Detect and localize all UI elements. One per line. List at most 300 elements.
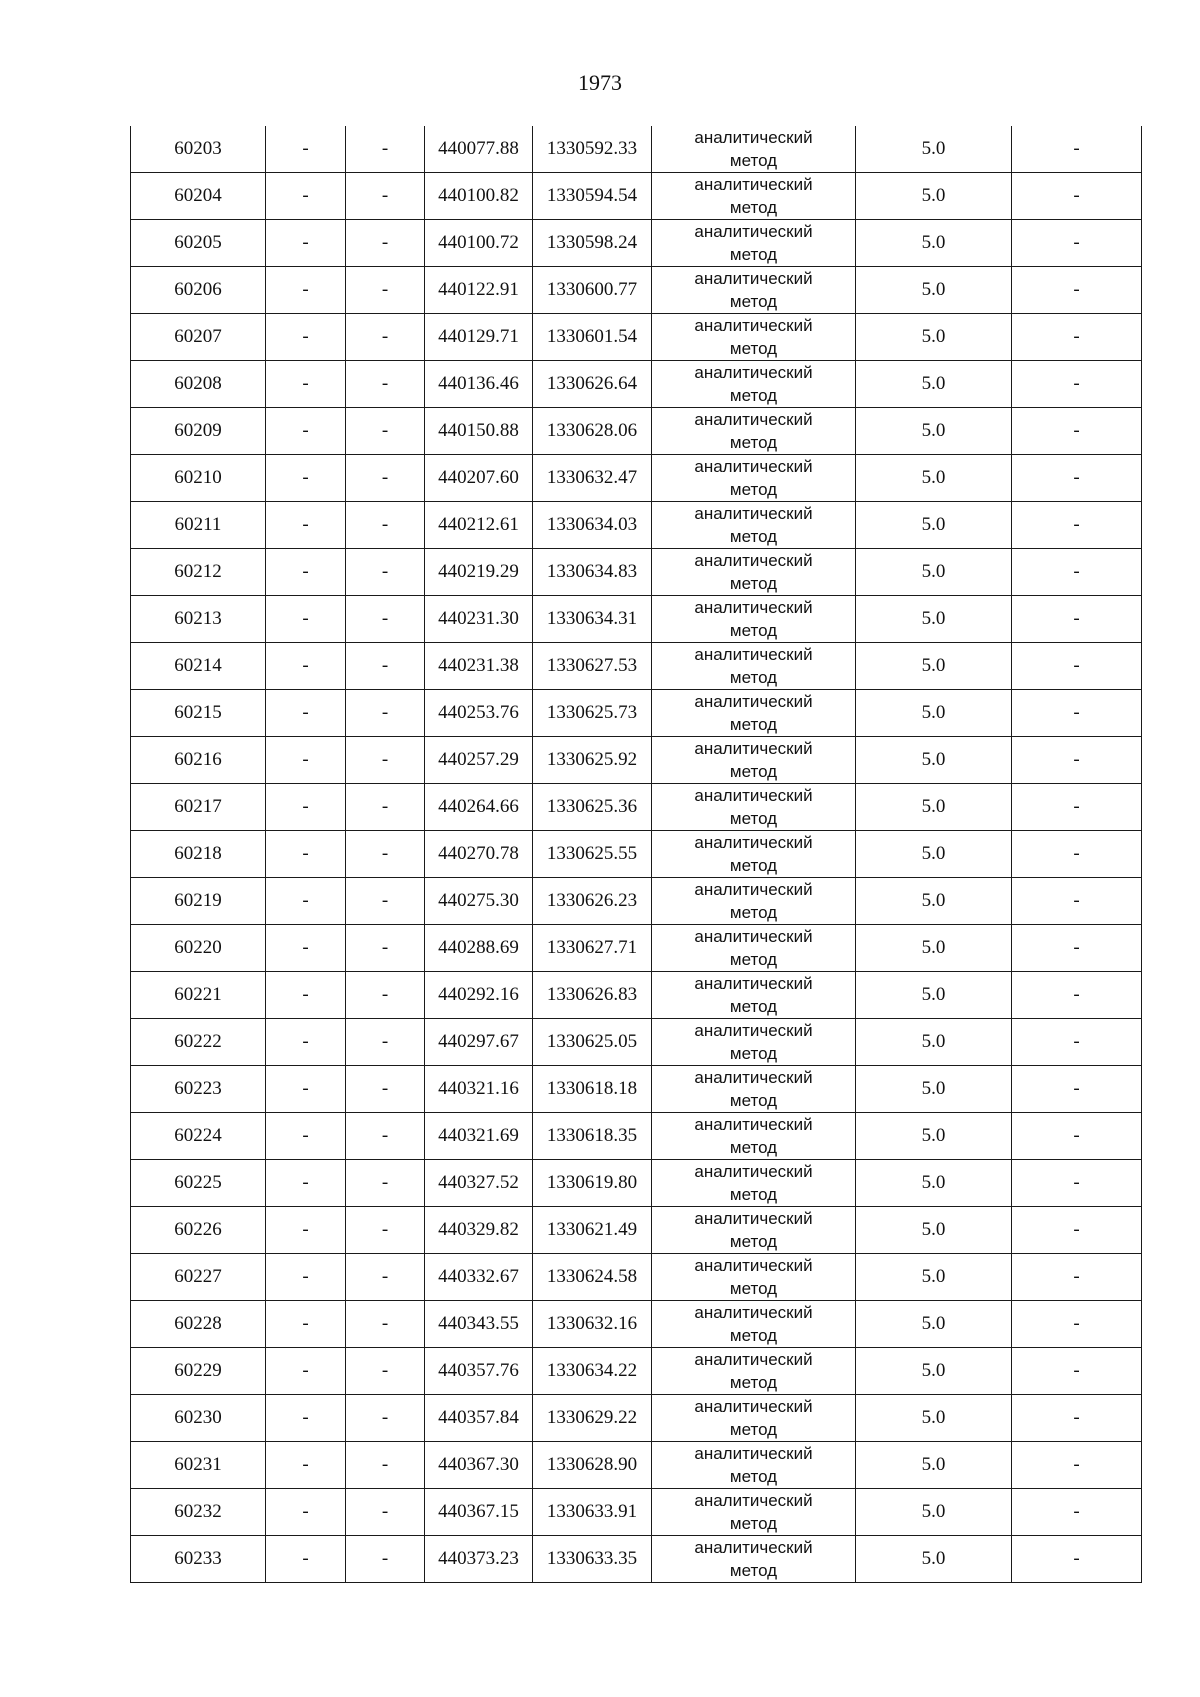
point-number-cell: 60221 bbox=[131, 972, 266, 1019]
empty-marker-cell: - bbox=[346, 643, 425, 690]
x-coordinate-cell: 440373.23 bbox=[425, 1536, 533, 1583]
accuracy-cell: 5.0 bbox=[856, 737, 1012, 784]
empty-marker-cell: - bbox=[266, 1254, 346, 1301]
empty-marker-cell: - bbox=[266, 1066, 346, 1113]
note-cell: - bbox=[1012, 173, 1142, 220]
table-row bbox=[131, 1536, 1142, 1583]
table-row bbox=[131, 455, 1142, 502]
method-cell bbox=[652, 1395, 856, 1442]
method-line-2: метод bbox=[729, 433, 778, 452]
x-coordinate-cell: 440275.30 bbox=[425, 878, 533, 925]
y-coordinate-cell: 1330624.58 bbox=[533, 1254, 652, 1301]
method-line-2: метод bbox=[729, 1467, 778, 1486]
note-cell: - bbox=[1012, 831, 1142, 878]
x-coordinate-cell: 440136.46 bbox=[425, 361, 533, 408]
point-number-cell: 60206 bbox=[131, 267, 266, 314]
x-coordinate-cell: 440367.30 bbox=[425, 1442, 533, 1489]
note-cell: - bbox=[1012, 1536, 1142, 1583]
accuracy-cell: 5.0 bbox=[856, 455, 1012, 502]
method-line-1: аналитический bbox=[694, 316, 813, 335]
empty-marker-cell: - bbox=[346, 831, 425, 878]
empty-marker-cell: - bbox=[266, 314, 346, 361]
method-cell bbox=[652, 267, 856, 314]
accuracy-cell: 5.0 bbox=[856, 1301, 1012, 1348]
table-row bbox=[131, 1348, 1142, 1395]
table-row bbox=[131, 1019, 1142, 1066]
note-cell: - bbox=[1012, 1019, 1142, 1066]
table-row bbox=[131, 267, 1142, 314]
method-cell bbox=[652, 1113, 856, 1160]
method-line-1: аналитический bbox=[694, 363, 813, 382]
table-row bbox=[131, 1395, 1142, 1442]
accuracy-cell: 5.0 bbox=[856, 1160, 1012, 1207]
point-number-cell: 60204 bbox=[131, 173, 266, 220]
method-line-1: аналитический bbox=[694, 1303, 813, 1322]
method-line-2: метод bbox=[729, 668, 778, 687]
method-line-1: аналитический bbox=[694, 786, 813, 805]
empty-marker-cell: - bbox=[266, 643, 346, 690]
table-row bbox=[131, 972, 1142, 1019]
page-number: 1973 bbox=[578, 70, 622, 95]
note-cell: - bbox=[1012, 690, 1142, 737]
method-line-2: метод bbox=[729, 997, 778, 1016]
table-row bbox=[131, 173, 1142, 220]
method-line-2: метод bbox=[729, 1561, 778, 1580]
y-coordinate-cell: 1330628.06 bbox=[533, 408, 652, 455]
method-cell bbox=[652, 1489, 856, 1536]
point-number-cell: 60232 bbox=[131, 1489, 266, 1536]
method-cell bbox=[652, 878, 856, 925]
method-cell bbox=[652, 1536, 856, 1583]
empty-marker-cell: - bbox=[266, 1019, 346, 1066]
y-coordinate-cell: 1330626.83 bbox=[533, 972, 652, 1019]
method-cell bbox=[652, 690, 856, 737]
point-number-cell: 60207 bbox=[131, 314, 266, 361]
note-cell: - bbox=[1012, 1160, 1142, 1207]
method-line-2: метод bbox=[729, 198, 778, 217]
y-coordinate-cell: 1330598.24 bbox=[533, 220, 652, 267]
method-line-1: аналитический bbox=[694, 833, 813, 852]
method-line-2: метод bbox=[729, 809, 778, 828]
point-number-cell: 60213 bbox=[131, 596, 266, 643]
method-line-1: аналитический bbox=[694, 269, 813, 288]
note-cell: - bbox=[1012, 643, 1142, 690]
y-coordinate-cell: 1330625.55 bbox=[533, 831, 652, 878]
method-cell bbox=[652, 126, 856, 173]
note-cell: - bbox=[1012, 1489, 1142, 1536]
method-cell bbox=[652, 1254, 856, 1301]
y-coordinate-cell: 1330625.73 bbox=[533, 690, 652, 737]
method-line-2: метод bbox=[729, 1232, 778, 1251]
x-coordinate-cell: 440231.30 bbox=[425, 596, 533, 643]
accuracy-cell: 5.0 bbox=[856, 1442, 1012, 1489]
table-row bbox=[131, 784, 1142, 831]
empty-marker-cell: - bbox=[346, 784, 425, 831]
x-coordinate-cell: 440100.82 bbox=[425, 173, 533, 220]
method-cell bbox=[652, 831, 856, 878]
y-coordinate-cell: 1330619.80 bbox=[533, 1160, 652, 1207]
method-cell bbox=[652, 408, 856, 455]
method-line-1: аналитический bbox=[694, 1209, 813, 1228]
coordinates-table bbox=[130, 126, 1142, 1583]
empty-marker-cell: - bbox=[346, 972, 425, 1019]
table-row bbox=[131, 126, 1142, 173]
empty-marker-cell: - bbox=[346, 1207, 425, 1254]
point-number-cell: 60216 bbox=[131, 737, 266, 784]
method-line-1: аналитический bbox=[694, 1256, 813, 1275]
note-cell: - bbox=[1012, 1348, 1142, 1395]
method-cell bbox=[652, 1019, 856, 1066]
point-number-cell: 60210 bbox=[131, 455, 266, 502]
y-coordinate-cell: 1330601.54 bbox=[533, 314, 652, 361]
point-number-cell: 60217 bbox=[131, 784, 266, 831]
note-cell: - bbox=[1012, 1395, 1142, 1442]
empty-marker-cell: - bbox=[346, 267, 425, 314]
empty-marker-cell: - bbox=[266, 1395, 346, 1442]
y-coordinate-cell: 1330592.33 bbox=[533, 126, 652, 173]
empty-marker-cell: - bbox=[346, 1019, 425, 1066]
table-row bbox=[131, 220, 1142, 267]
accuracy-cell: 5.0 bbox=[856, 549, 1012, 596]
y-coordinate-cell: 1330628.90 bbox=[533, 1442, 652, 1489]
point-number-cell: 60215 bbox=[131, 690, 266, 737]
table-row bbox=[131, 1254, 1142, 1301]
empty-marker-cell: - bbox=[266, 831, 346, 878]
y-coordinate-cell: 1330618.18 bbox=[533, 1066, 652, 1113]
table-row bbox=[131, 1160, 1142, 1207]
y-coordinate-cell: 1330633.91 bbox=[533, 1489, 652, 1536]
accuracy-cell: 5.0 bbox=[856, 173, 1012, 220]
x-coordinate-cell: 440367.15 bbox=[425, 1489, 533, 1536]
empty-marker-cell: - bbox=[266, 455, 346, 502]
method-cell bbox=[652, 1301, 856, 1348]
y-coordinate-cell: 1330634.22 bbox=[533, 1348, 652, 1395]
accuracy-cell: 5.0 bbox=[856, 878, 1012, 925]
empty-marker-cell: - bbox=[346, 878, 425, 925]
accuracy-cell: 5.0 bbox=[856, 1113, 1012, 1160]
empty-marker-cell: - bbox=[346, 1395, 425, 1442]
point-number-cell: 60229 bbox=[131, 1348, 266, 1395]
note-cell: - bbox=[1012, 502, 1142, 549]
empty-marker-cell: - bbox=[346, 1536, 425, 1583]
method-line-1: аналитический bbox=[694, 1491, 813, 1510]
method-line-1: аналитический bbox=[694, 1444, 813, 1463]
method-cell bbox=[652, 972, 856, 1019]
method-cell bbox=[652, 1207, 856, 1254]
method-cell bbox=[652, 1160, 856, 1207]
empty-marker-cell: - bbox=[346, 1301, 425, 1348]
table-row bbox=[131, 737, 1142, 784]
note-cell: - bbox=[1012, 549, 1142, 596]
note-cell: - bbox=[1012, 878, 1142, 925]
x-coordinate-cell: 440292.16 bbox=[425, 972, 533, 1019]
x-coordinate-cell: 440257.29 bbox=[425, 737, 533, 784]
method-line-1: аналитический bbox=[694, 1115, 813, 1134]
y-coordinate-cell: 1330633.35 bbox=[533, 1536, 652, 1583]
empty-marker-cell: - bbox=[266, 220, 346, 267]
x-coordinate-cell: 440122.91 bbox=[425, 267, 533, 314]
x-coordinate-cell: 440321.16 bbox=[425, 1066, 533, 1113]
x-coordinate-cell: 440253.76 bbox=[425, 690, 533, 737]
x-coordinate-cell: 440264.66 bbox=[425, 784, 533, 831]
method-cell bbox=[652, 925, 856, 972]
x-coordinate-cell: 440219.29 bbox=[425, 549, 533, 596]
table-row bbox=[131, 925, 1142, 972]
x-coordinate-cell: 440343.55 bbox=[425, 1301, 533, 1348]
table-row bbox=[131, 878, 1142, 925]
table-row bbox=[131, 1489, 1142, 1536]
point-number-cell: 60223 bbox=[131, 1066, 266, 1113]
note-cell: - bbox=[1012, 455, 1142, 502]
point-number-cell: 60214 bbox=[131, 643, 266, 690]
note-cell: - bbox=[1012, 361, 1142, 408]
note-cell: - bbox=[1012, 1066, 1142, 1113]
method-line-1: аналитический bbox=[694, 1068, 813, 1087]
table-body bbox=[131, 126, 1142, 1583]
empty-marker-cell: - bbox=[346, 1348, 425, 1395]
method-cell bbox=[652, 173, 856, 220]
note-cell: - bbox=[1012, 126, 1142, 173]
accuracy-cell: 5.0 bbox=[856, 1019, 1012, 1066]
method-line-2: метод bbox=[729, 950, 778, 969]
accuracy-cell: 5.0 bbox=[856, 1254, 1012, 1301]
empty-marker-cell: - bbox=[266, 972, 346, 1019]
method-line-1: аналитический bbox=[694, 504, 813, 523]
empty-marker-cell: - bbox=[266, 784, 346, 831]
method-line-1: аналитический bbox=[694, 974, 813, 993]
method-line-1: аналитический bbox=[694, 1538, 813, 1557]
y-coordinate-cell: 1330594.54 bbox=[533, 173, 652, 220]
method-cell bbox=[652, 314, 856, 361]
x-coordinate-cell: 440270.78 bbox=[425, 831, 533, 878]
note-cell: - bbox=[1012, 408, 1142, 455]
x-coordinate-cell: 440212.61 bbox=[425, 502, 533, 549]
point-number-cell: 60205 bbox=[131, 220, 266, 267]
accuracy-cell: 5.0 bbox=[856, 502, 1012, 549]
empty-marker-cell: - bbox=[346, 455, 425, 502]
y-coordinate-cell: 1330627.53 bbox=[533, 643, 652, 690]
point-number-cell: 60228 bbox=[131, 1301, 266, 1348]
empty-marker-cell: - bbox=[346, 596, 425, 643]
point-number-cell: 60211 bbox=[131, 502, 266, 549]
table-row bbox=[131, 831, 1142, 878]
method-line-1: аналитический bbox=[694, 692, 813, 711]
empty-marker-cell: - bbox=[266, 878, 346, 925]
empty-marker-cell: - bbox=[266, 361, 346, 408]
y-coordinate-cell: 1330621.49 bbox=[533, 1207, 652, 1254]
empty-marker-cell: - bbox=[266, 408, 346, 455]
table-row bbox=[131, 314, 1142, 361]
method-line-1: аналитический bbox=[694, 175, 813, 194]
empty-marker-cell: - bbox=[346, 737, 425, 784]
empty-marker-cell: - bbox=[346, 314, 425, 361]
method-line-1: аналитический bbox=[694, 1350, 813, 1369]
y-coordinate-cell: 1330632.47 bbox=[533, 455, 652, 502]
table-row bbox=[131, 361, 1142, 408]
method-cell bbox=[652, 502, 856, 549]
accuracy-cell: 5.0 bbox=[856, 972, 1012, 1019]
y-coordinate-cell: 1330626.64 bbox=[533, 361, 652, 408]
y-coordinate-cell: 1330627.71 bbox=[533, 925, 652, 972]
accuracy-cell: 5.0 bbox=[856, 925, 1012, 972]
empty-marker-cell: - bbox=[346, 549, 425, 596]
method-cell bbox=[652, 1348, 856, 1395]
empty-marker-cell: - bbox=[346, 408, 425, 455]
method-line-2: метод bbox=[729, 903, 778, 922]
x-coordinate-cell: 440327.52 bbox=[425, 1160, 533, 1207]
method-line-2: метод bbox=[729, 480, 778, 499]
method-line-2: метод bbox=[729, 386, 778, 405]
y-coordinate-cell: 1330634.03 bbox=[533, 502, 652, 549]
accuracy-cell: 5.0 bbox=[856, 1066, 1012, 1113]
y-coordinate-cell: 1330600.77 bbox=[533, 267, 652, 314]
empty-marker-cell: - bbox=[346, 220, 425, 267]
point-number-cell: 60203 bbox=[131, 126, 266, 173]
table-row bbox=[131, 596, 1142, 643]
point-number-cell: 60230 bbox=[131, 1395, 266, 1442]
method-cell bbox=[652, 1066, 856, 1113]
empty-marker-cell: - bbox=[346, 1066, 425, 1113]
table-row bbox=[131, 690, 1142, 737]
table-row bbox=[131, 549, 1142, 596]
empty-marker-cell: - bbox=[266, 267, 346, 314]
y-coordinate-cell: 1330625.92 bbox=[533, 737, 652, 784]
method-cell bbox=[652, 737, 856, 784]
point-number-cell: 60220 bbox=[131, 925, 266, 972]
method-line-2: метод bbox=[729, 527, 778, 546]
y-coordinate-cell: 1330626.23 bbox=[533, 878, 652, 925]
point-number-cell: 60208 bbox=[131, 361, 266, 408]
y-coordinate-cell: 1330618.35 bbox=[533, 1113, 652, 1160]
empty-marker-cell: - bbox=[266, 1442, 346, 1489]
empty-marker-cell: - bbox=[266, 1536, 346, 1583]
accuracy-cell: 5.0 bbox=[856, 596, 1012, 643]
accuracy-cell: 5.0 bbox=[856, 1395, 1012, 1442]
point-number-cell: 60225 bbox=[131, 1160, 266, 1207]
empty-marker-cell: - bbox=[346, 1254, 425, 1301]
accuracy-cell: 5.0 bbox=[856, 1536, 1012, 1583]
method-line-2: метод bbox=[729, 574, 778, 593]
empty-marker-cell: - bbox=[266, 596, 346, 643]
empty-marker-cell: - bbox=[346, 173, 425, 220]
x-coordinate-cell: 440357.84 bbox=[425, 1395, 533, 1442]
table-row bbox=[131, 1442, 1142, 1489]
point-number-cell: 60227 bbox=[131, 1254, 266, 1301]
table-row bbox=[131, 1207, 1142, 1254]
empty-marker-cell: - bbox=[346, 126, 425, 173]
point-number-cell: 60212 bbox=[131, 549, 266, 596]
empty-marker-cell: - bbox=[346, 361, 425, 408]
empty-marker-cell: - bbox=[266, 925, 346, 972]
table-row bbox=[131, 1113, 1142, 1160]
empty-marker-cell: - bbox=[346, 1160, 425, 1207]
x-coordinate-cell: 440207.60 bbox=[425, 455, 533, 502]
empty-marker-cell: - bbox=[266, 1160, 346, 1207]
table-row bbox=[131, 408, 1142, 455]
accuracy-cell: 5.0 bbox=[856, 361, 1012, 408]
empty-marker-cell: - bbox=[346, 1442, 425, 1489]
method-line-1: аналитический bbox=[694, 457, 813, 476]
y-coordinate-cell: 1330634.83 bbox=[533, 549, 652, 596]
method-line-2: метод bbox=[729, 621, 778, 640]
empty-marker-cell: - bbox=[266, 1207, 346, 1254]
empty-marker-cell: - bbox=[266, 737, 346, 784]
x-coordinate-cell: 440321.69 bbox=[425, 1113, 533, 1160]
table-row bbox=[131, 502, 1142, 549]
method-line-2: метод bbox=[729, 1514, 778, 1533]
method-cell bbox=[652, 784, 856, 831]
method-line-1: аналитический bbox=[694, 598, 813, 617]
method-line-2: метод bbox=[729, 762, 778, 781]
empty-marker-cell: - bbox=[266, 1113, 346, 1160]
note-cell: - bbox=[1012, 737, 1142, 784]
empty-marker-cell: - bbox=[266, 1489, 346, 1536]
x-coordinate-cell: 440288.69 bbox=[425, 925, 533, 972]
note-cell: - bbox=[1012, 1207, 1142, 1254]
method-line-1: аналитический bbox=[694, 410, 813, 429]
accuracy-cell: 5.0 bbox=[856, 831, 1012, 878]
note-cell: - bbox=[1012, 1254, 1142, 1301]
y-coordinate-cell: 1330629.22 bbox=[533, 1395, 652, 1442]
method-line-1: аналитический bbox=[694, 551, 813, 570]
method-line-1: аналитический bbox=[694, 128, 813, 147]
empty-marker-cell: - bbox=[266, 549, 346, 596]
method-line-2: метод bbox=[729, 339, 778, 358]
accuracy-cell: 5.0 bbox=[856, 220, 1012, 267]
method-line-2: метод bbox=[729, 1091, 778, 1110]
empty-marker-cell: - bbox=[346, 925, 425, 972]
method-line-2: метод bbox=[729, 1044, 778, 1063]
x-coordinate-cell: 440100.72 bbox=[425, 220, 533, 267]
method-line-1: аналитический bbox=[694, 1021, 813, 1040]
note-cell: - bbox=[1012, 1442, 1142, 1489]
point-number-cell: 60219 bbox=[131, 878, 266, 925]
accuracy-cell: 5.0 bbox=[856, 314, 1012, 361]
point-number-cell: 60209 bbox=[131, 408, 266, 455]
accuracy-cell: 5.0 bbox=[856, 126, 1012, 173]
empty-marker-cell: - bbox=[346, 502, 425, 549]
point-number-cell: 60226 bbox=[131, 1207, 266, 1254]
y-coordinate-cell: 1330634.31 bbox=[533, 596, 652, 643]
method-line-1: аналитический bbox=[694, 927, 813, 946]
note-cell: - bbox=[1012, 220, 1142, 267]
accuracy-cell: 5.0 bbox=[856, 408, 1012, 455]
empty-marker-cell: - bbox=[266, 690, 346, 737]
x-coordinate-cell: 440077.88 bbox=[425, 126, 533, 173]
x-coordinate-cell: 440329.82 bbox=[425, 1207, 533, 1254]
note-cell: - bbox=[1012, 596, 1142, 643]
point-number-cell: 60224 bbox=[131, 1113, 266, 1160]
accuracy-cell: 5.0 bbox=[856, 784, 1012, 831]
x-coordinate-cell: 440332.67 bbox=[425, 1254, 533, 1301]
empty-marker-cell: - bbox=[266, 1348, 346, 1395]
note-cell: - bbox=[1012, 784, 1142, 831]
method-cell bbox=[652, 643, 856, 690]
method-line-2: метод bbox=[729, 245, 778, 264]
point-number-cell: 60218 bbox=[131, 831, 266, 878]
method-line-1: аналитический bbox=[694, 222, 813, 241]
x-coordinate-cell: 440357.76 bbox=[425, 1348, 533, 1395]
method-cell bbox=[652, 1442, 856, 1489]
empty-marker-cell: - bbox=[346, 1489, 425, 1536]
note-cell: - bbox=[1012, 267, 1142, 314]
x-coordinate-cell: 440150.88 bbox=[425, 408, 533, 455]
accuracy-cell: 5.0 bbox=[856, 643, 1012, 690]
empty-marker-cell: - bbox=[266, 126, 346, 173]
method-line-2: метод bbox=[729, 1185, 778, 1204]
empty-marker-cell: - bbox=[266, 502, 346, 549]
x-coordinate-cell: 440129.71 bbox=[425, 314, 533, 361]
